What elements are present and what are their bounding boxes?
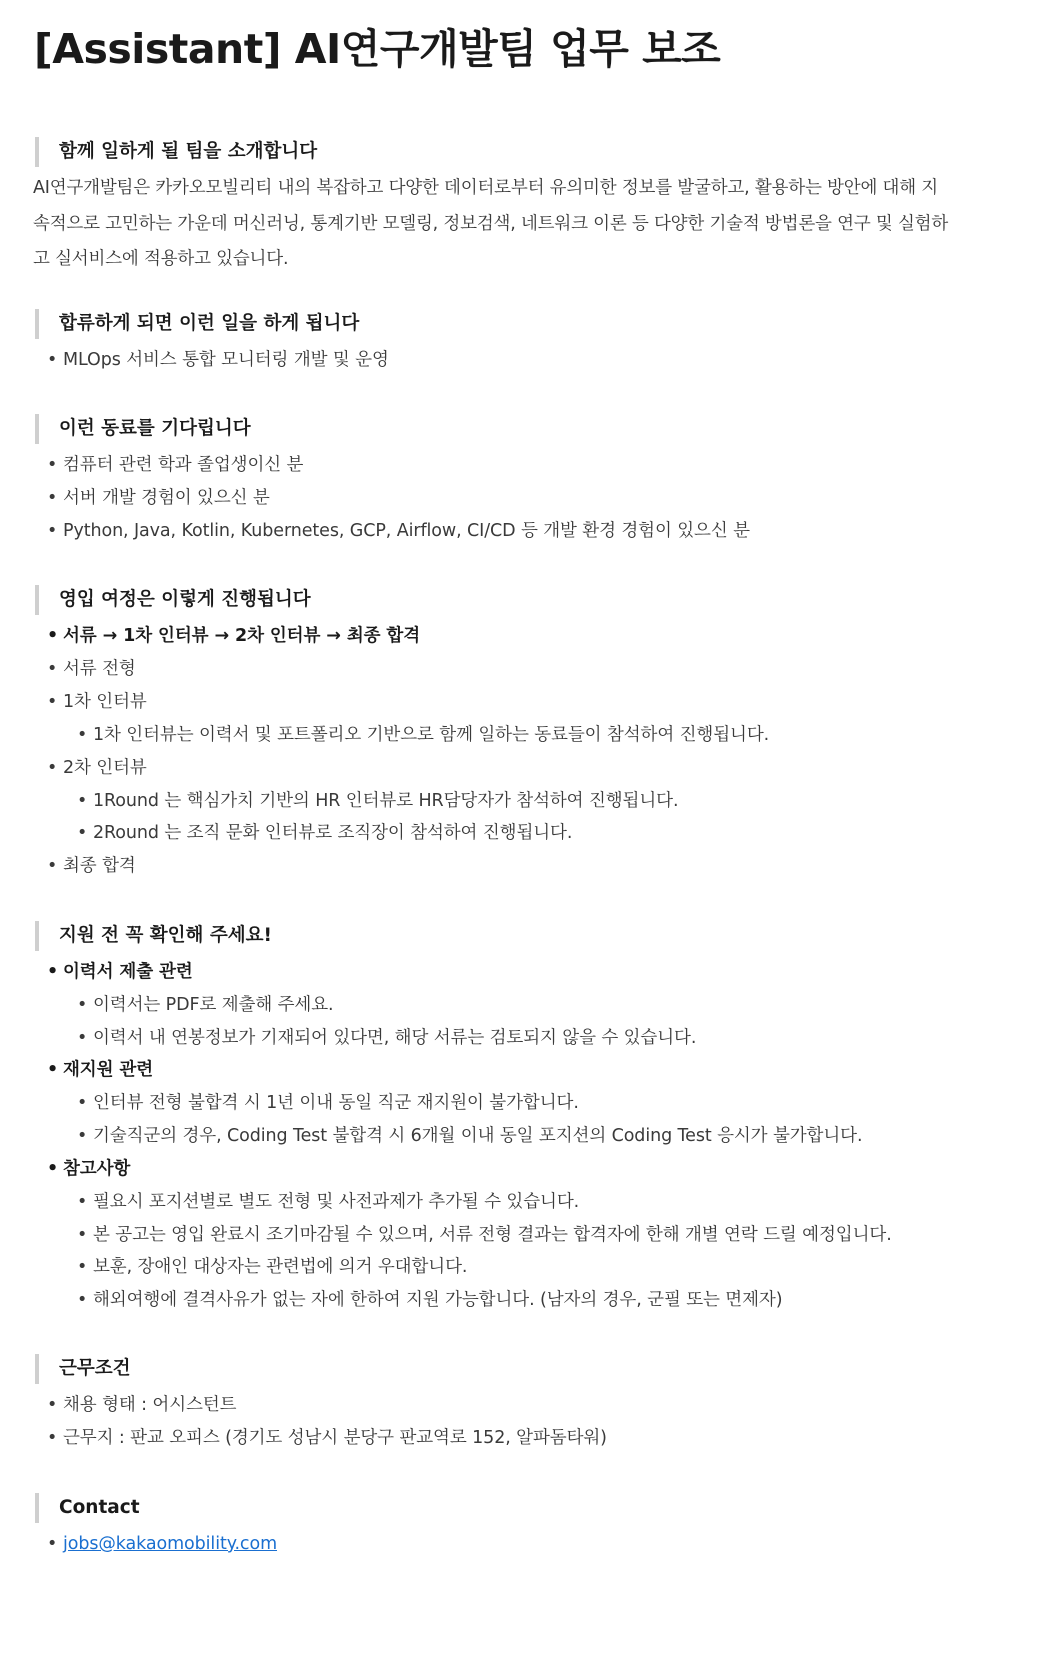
- list-item-text: 2차 인터뷰: [63, 758, 147, 778]
- process-summary: [47, 621, 420, 651]
- list-item-text: 1차 인터뷰: [63, 692, 147, 712]
- list-item-text: 1Round 는 핵심가치 기반의 HR 인터뷰로 HR담당자가 참석하여 진행됩니다.: [93, 791, 679, 811]
- team-description: [33, 171, 993, 278]
- list-item: [47, 851, 136, 881]
- list-item: [47, 1529, 277, 1559]
- list-subitem: [77, 1285, 782, 1315]
- list-subitem: [77, 1220, 892, 1250]
- list-item: [47, 1154, 130, 1184]
- bullet: •: [47, 856, 58, 876]
- list-item: [47, 450, 303, 480]
- list-item-text: 기술직군의 경우, Coding Test 불합격 시 6개월 이내 동일 포지션의 Coding Test 응시가 불가합니다.: [93, 1126, 863, 1146]
- list-subitem: [77, 990, 334, 1020]
- section-heading-notice: 지원 전 꼭 확인해 주세요!: [35, 921, 272, 951]
- section-heading-work: 합류하게 되면 이런 일을 하게 됩니다: [35, 309, 359, 339]
- list-item-text: 이력서는 PDF로 제출해 주세요.: [93, 995, 334, 1015]
- page-title: [Assistant] AI연구개발팀 업무 보조: [34, 25, 721, 73]
- bullet: •: [47, 692, 58, 712]
- section-heading-process: 영입 여정은 이렇게 진행됩니다: [35, 585, 311, 615]
- list-item-text: 본 공고는 영입 완료시 조기마감될 수 있으며, 서류 전형 결과는 합격자에 한해 개별 연락 드릴 예정입니다.: [93, 1225, 892, 1245]
- list-item: [47, 483, 270, 513]
- bullet: •: [77, 995, 88, 1015]
- list-item: [47, 1055, 153, 1085]
- section-heading-team: 함께 일하게 될 팀을 소개합니다: [35, 137, 317, 167]
- list-item-text: 서버 개발 경험이 있으신 분: [63, 488, 270, 508]
- bullet: •: [47, 962, 59, 982]
- bullet: •: [47, 488, 58, 508]
- bullet: •: [77, 1028, 88, 1048]
- bullet: •: [77, 1257, 88, 1277]
- bullet: •: [77, 1126, 88, 1146]
- bullet: •: [77, 1225, 88, 1245]
- list-subitem: [77, 1088, 579, 1118]
- list-item-text: 해외여행에 결격사유가 없는 자에 한하여 지원 가능합니다. (남자의 경우, 군필 또는 면제자): [93, 1290, 783, 1310]
- list-subitem: [77, 720, 769, 750]
- bullet: •: [47, 758, 58, 778]
- list-item-text: 채용 형태 : 어시스턴트: [63, 1395, 237, 1415]
- list-item: [47, 957, 193, 987]
- team-description-line: 속적으로 고민하는 가운데 머신러닝, 통계기반 모델링, 정보검색, 네트워크 이론 등 다양한 기술적 방법론을 연구 및 실험하: [33, 213, 949, 234]
- list-item-text: 1차 인터뷰는 이력서 및 포트폴리오 기반으로 함께 일하는 동료들이 참석하여 진행됩니다.: [93, 725, 770, 745]
- bullet: •: [77, 823, 88, 843]
- bullet: •: [47, 350, 58, 370]
- list-item-text: 인터뷰 전형 불합격 시 1년 이내 동일 직군 재지원이 불가합니다.: [93, 1093, 579, 1113]
- bullet: •: [47, 1428, 58, 1448]
- list-item: [47, 516, 750, 546]
- list-subitem: [77, 1252, 467, 1282]
- bullet: •: [47, 626, 59, 646]
- list-item-text: 보훈, 장애인 대상자는 관련법에 의거 우대합니다.: [93, 1257, 468, 1277]
- list-item: [47, 753, 147, 783]
- bullet: •: [77, 1290, 88, 1310]
- team-description-line: 고 실서비스에 적용하고 있습니다.: [33, 249, 289, 269]
- contact-email-link[interactable]: jobs@kakaomobility.com: [63, 1534, 278, 1554]
- section-heading-conditions: 근무조건: [35, 1354, 130, 1384]
- bullet: •: [77, 791, 88, 811]
- bullet: •: [47, 455, 58, 475]
- bullet: •: [47, 1159, 59, 1179]
- list-item-text: 서류 전형: [63, 659, 136, 679]
- list-subitem: [77, 1187, 579, 1217]
- list-subitem: [77, 1023, 696, 1053]
- list-item-text: 재지원 관련: [63, 1060, 154, 1080]
- list-item-text: 서류 → 1차 인터뷰 → 2차 인터뷰 → 최종 합격: [63, 626, 421, 646]
- section-heading-colleague: 이런 동료를 기다립니다: [35, 414, 251, 444]
- list-item: [47, 687, 147, 717]
- list-item-text: MLOps 서비스 통합 모니터링 개발 및 운영: [63, 350, 389, 370]
- list-item: [47, 1390, 236, 1420]
- bullet: •: [77, 1192, 88, 1212]
- bullet: •: [47, 521, 58, 541]
- bullet: •: [47, 659, 58, 679]
- list-item: [47, 1423, 607, 1453]
- section-heading-contact: Contact: [35, 1493, 140, 1523]
- list-item-text: 이력서 내 연봉정보가 기재되어 있다면, 해당 서류는 검토되지 않을 수 있습니다.: [93, 1028, 697, 1048]
- list-item-text: 필요시 포지션별로 별도 전형 및 사전과제가 추가될 수 있습니다.: [93, 1192, 580, 1212]
- bullet: •: [47, 1534, 58, 1554]
- bullet: •: [47, 1395, 58, 1415]
- bullet: •: [77, 725, 88, 745]
- list-item: [47, 654, 136, 684]
- list-subitem: [77, 1121, 862, 1151]
- team-description-line: AI연구개발팀은 카카오모빌리티 내의 복잡하고 다양한 데이터로부터 유의미한 정보를 발굴하고, 활용하는 방안에 대해 지: [33, 178, 938, 198]
- list-item: [47, 345, 389, 375]
- list-item-text: Python, Java, Kotlin, Kubernetes, GCP, Airflow, CI/CD 등 개발 환경 경험이 있으신 분: [63, 521, 750, 541]
- bullet: •: [47, 1060, 59, 1080]
- list-item-text: 2Round 는 조직 문화 인터뷰로 조직장이 참석하여 진행됩니다.: [93, 823, 573, 843]
- list-subitem: [77, 818, 572, 848]
- list-item-text: 참고사항: [63, 1159, 131, 1179]
- list-item-text: 이력서 제출 관련: [63, 962, 193, 982]
- list-item-text: 최종 합격: [63, 856, 136, 876]
- list-item-text: 근무지 : 판교 오피스 (경기도 성남시 분당구 판교역로 152, 알파돔타워): [63, 1428, 607, 1448]
- bullet: •: [77, 1093, 88, 1113]
- list-item-text: 컴퓨터 관련 학과 졸업생이신 분: [63, 455, 304, 475]
- list-subitem: [77, 786, 678, 816]
